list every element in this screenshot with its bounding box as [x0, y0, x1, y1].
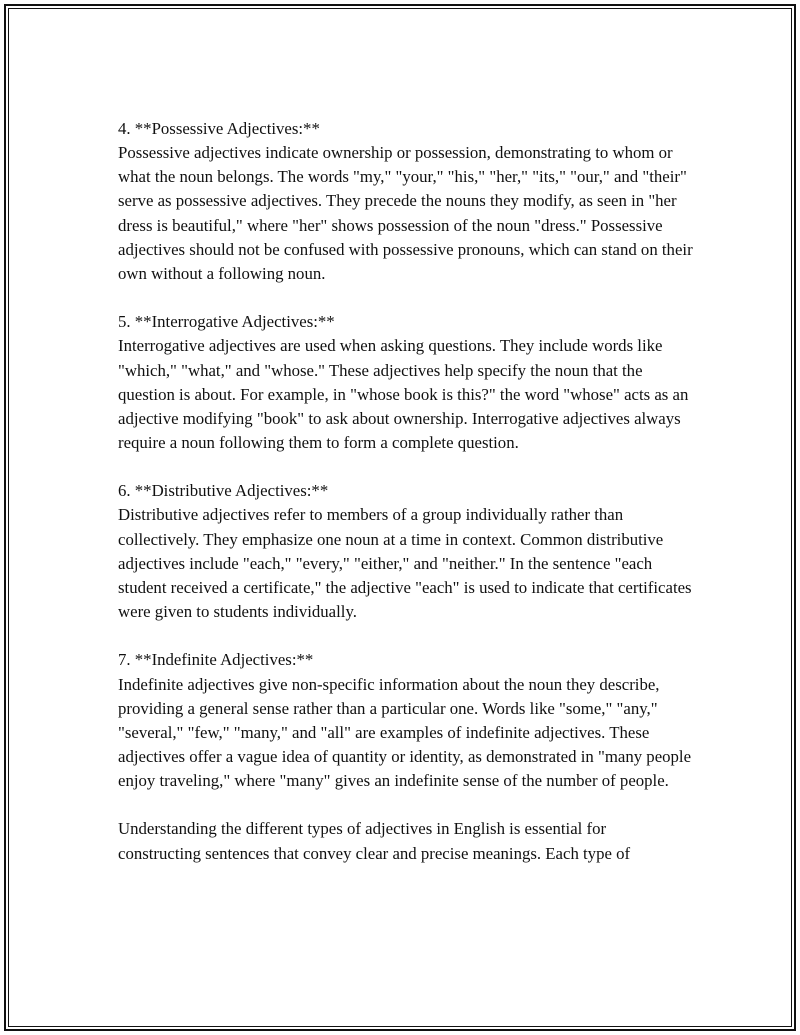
section-possessive-adjectives [118, 117, 693, 286]
section-distributive-adjectives [118, 479, 693, 624]
section-heading: 5. **Interrogative Adjectives:** [118, 312, 335, 332]
closing-paragraph: Understanding the different types of adjectives in English is essential for constructing sentences that convey clear and precise meanings. Each type of [118, 819, 631, 863]
section-paragraph: Interrogative adjectives are used when asking questions. They include words like "which," "what," and "whose." These adjectives help specify the noun that the question is about. For example, in "whose book is this?" the word "whose" acts as an adjective modifying "book" to ask about ownership. Interrogative adjectives always require a noun following them to form a complete question. [118, 336, 689, 453]
section-heading: 6. **Distributive Adjectives:** [118, 481, 329, 501]
section-heading: 7. **Indefinite Adjectives:** [118, 650, 314, 670]
section-indefinite-adjectives [118, 648, 693, 793]
section-paragraph: Indefinite adjectives give non-specific information about the noun they describe, providing a general sense rather than a particular one. Words like "some," "any," "several," "few," "many," and "all" are examples of indefinite adjectives. These adjectives offer a vague idea of quantity or identity, as demonstrated in "many people enjoy traveling," where "many" gives an indefinite sense of the number of people. [118, 674, 692, 791]
document-body [118, 117, 693, 866]
section-heading: 4. **Possessive Adjectives:** [118, 119, 320, 138]
section-interrogative-adjectives [118, 310, 693, 455]
section-paragraph: Distributive adjectives refer to members of a group individually rather than collectively. They emphasize one noun at a time in context. Common distributive adjectives include "each," "every," "either," and "neither." In the sentence "each student received a certificate," the adjective "each" is used to indicate that certificates were given to students individually. [118, 505, 692, 622]
section-paragraph: Possessive adjectives indicate ownership or possession, demonstrating to whom or what the noun belongs. The words "my," "your," "his," "her," "its," "our," and "their" serve as possessive adjectives. They precede the nouns they modify, as seen in "her dress is beautiful," where "her" shows possession of the noun "dress." Possessive adjectives should not be confused with possessive pronouns, which can stand on their own without a following noun. [118, 143, 693, 283]
